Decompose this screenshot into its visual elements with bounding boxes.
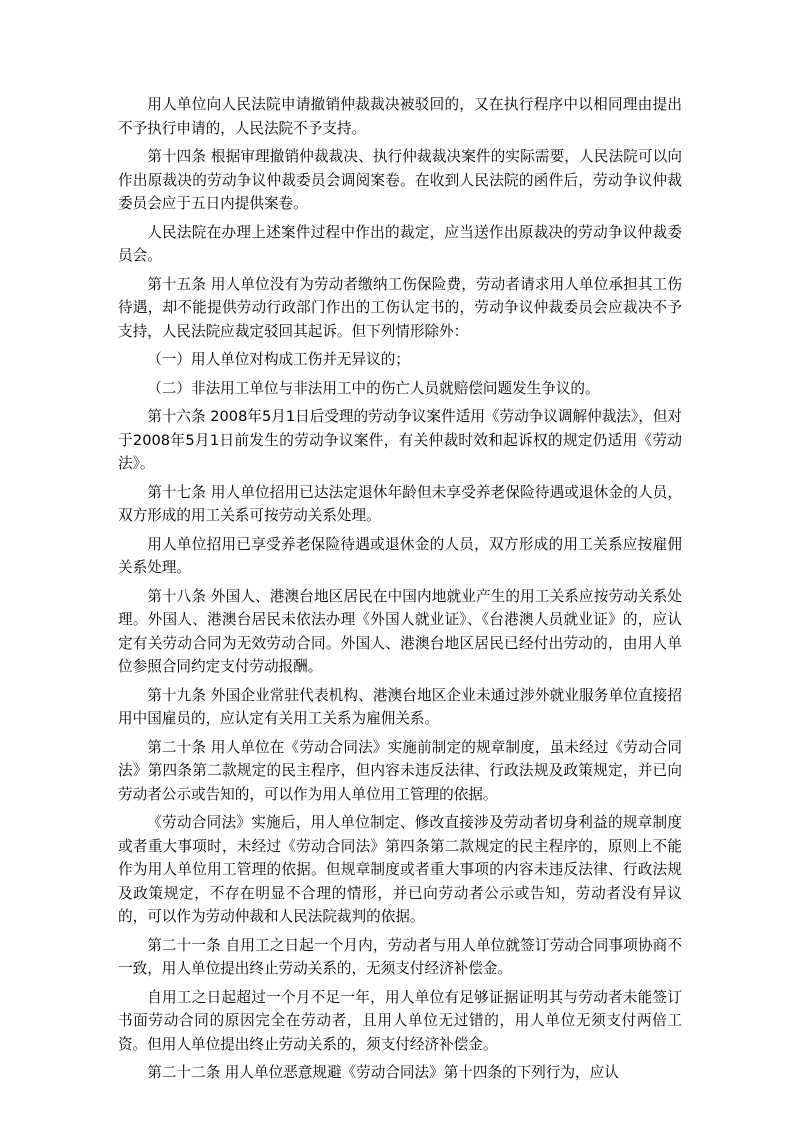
paragraph-1: 用人单位向人民法院申请撤销仲裁裁决被驳回的，又在执行程序中以相同理由提出不予执行申请的，人民法院不予支持。 (118, 96, 682, 137)
paragraph-9: 用人单位招用已享受养老保险待遇或退休金的人员，双方形成的用工关系应按雇佣关系处理。 (118, 535, 682, 576)
document-page (118, 93, 682, 1090)
article-21: 第二十一条 自用工之日起一个月内，劳动者与用人单位就签订劳动合同事项协商不一致，用人单位提出终止劳动关系的，无须支付经济补偿金。 (118, 936, 682, 977)
article-15: 第十五条 用人单位没有为劳动者缴纳工伤保险费，劳动者请求用人单位承担其工伤待遇，却不能提供劳动行政部门作出的工伤认定书的，劳动争议仲裁委员会应裁决不予支持，人民法院应裁定驳回其起诉。但下列情形除外： (118, 275, 682, 340)
paragraph-3: 人民法院在办理上述案件过程中作出的裁定，应当送作出原裁决的劳动争议仲裁委员会。 (118, 223, 682, 264)
article-16: 第十六条 2008年5月1日后受理的劳动争议案件适用《劳动争议调解仲裁法》，但对于2008年5月1日前发生的劳动争议案件，有关仲裁时效和起诉权的规定仍适用《劳动法》。 (118, 408, 682, 472)
article-14: 第十四条 根据审理撤销仲裁裁决、执行仲裁裁决案件的实际需要，人民法院可以向作出原裁决的劳动争议仲裁委员会调阅案卷。在收到人民法院的函件后，劳动争议仲裁委员会应于五日内提供案卷。 (118, 148, 682, 212)
article-22: 第二十二条 用人单位恶意规避《劳动合同法》第十四条的下列行为，应认 (147, 1064, 619, 1081)
article-17: 第十七条 用人单位招用已达法定退休年龄但未享受养老保险待遇或退休金的人员，双方形成的用工关系可按劳动关系处理。 (118, 483, 682, 524)
article-20: 第二十条 用人单位在《劳动合同法》实施前制定的规章制度，虽未经过《劳动合同法》第四条第二款规定的民主程序，但内容未违反法律、行政法规及政策规定，并已向劳动者公示或告知的，可以作为用人单位用工管理的依据。 (118, 738, 682, 803)
paragraph-13: 《劳动合同法》实施后，用人单位制定、修改直接涉及劳动者切身利益的规章制度或者重大事项时，未经过《劳动合同法》第四条第二款规定的民主程序的，原则上不能作为用人单位用工管理的依据。但规章制度或者重大事项的内容未违反法律、行政法规及政策规定，不存在明显不合理的情形，并已向劳动者公示或告知，劳动者没有异议的，可以作为劳动仲裁和人民法院裁判的依据。 (118, 814, 682, 925)
paragraph-15: 自用工之日起超过一个月不足一年，用人单位有足够证据证明其与劳动者未能签订书面劳动合同的原因完全在劳动者，且用人单位无过错的，用人单位无须支付两倍工资。但用人单位提出终止劳动关系的，须支付经济补偿金。 (118, 988, 682, 1053)
article-15-item-2: （二）非法用工单位与非法用工中的伤亡人员就赔偿问题发生争议的。 (147, 379, 600, 397)
article-19: 第十九条 外国企业常驻代表机构、港澳台地区企业未通过涉外就业服务单位直接招用中国雇员的，应认定有关用工关系为雇佣关系。 (118, 686, 682, 727)
article-18: 第十八条 外国人、港澳台地区居民在中国内地就业产生的用工关系应按劳动关系处理。外国人、港澳台居民未依法办理《外国人就业证》、《台港澳人员就业证》的，应认定有关劳动合同为无效劳动合同。外国人、港澳台地区居民已经付出劳动的，由用人单位参照合同约定支付劳动报酬。 (118, 587, 682, 675)
article-15-item-1: （一）用人单位对构成工伤并无异议的； (147, 351, 410, 368)
